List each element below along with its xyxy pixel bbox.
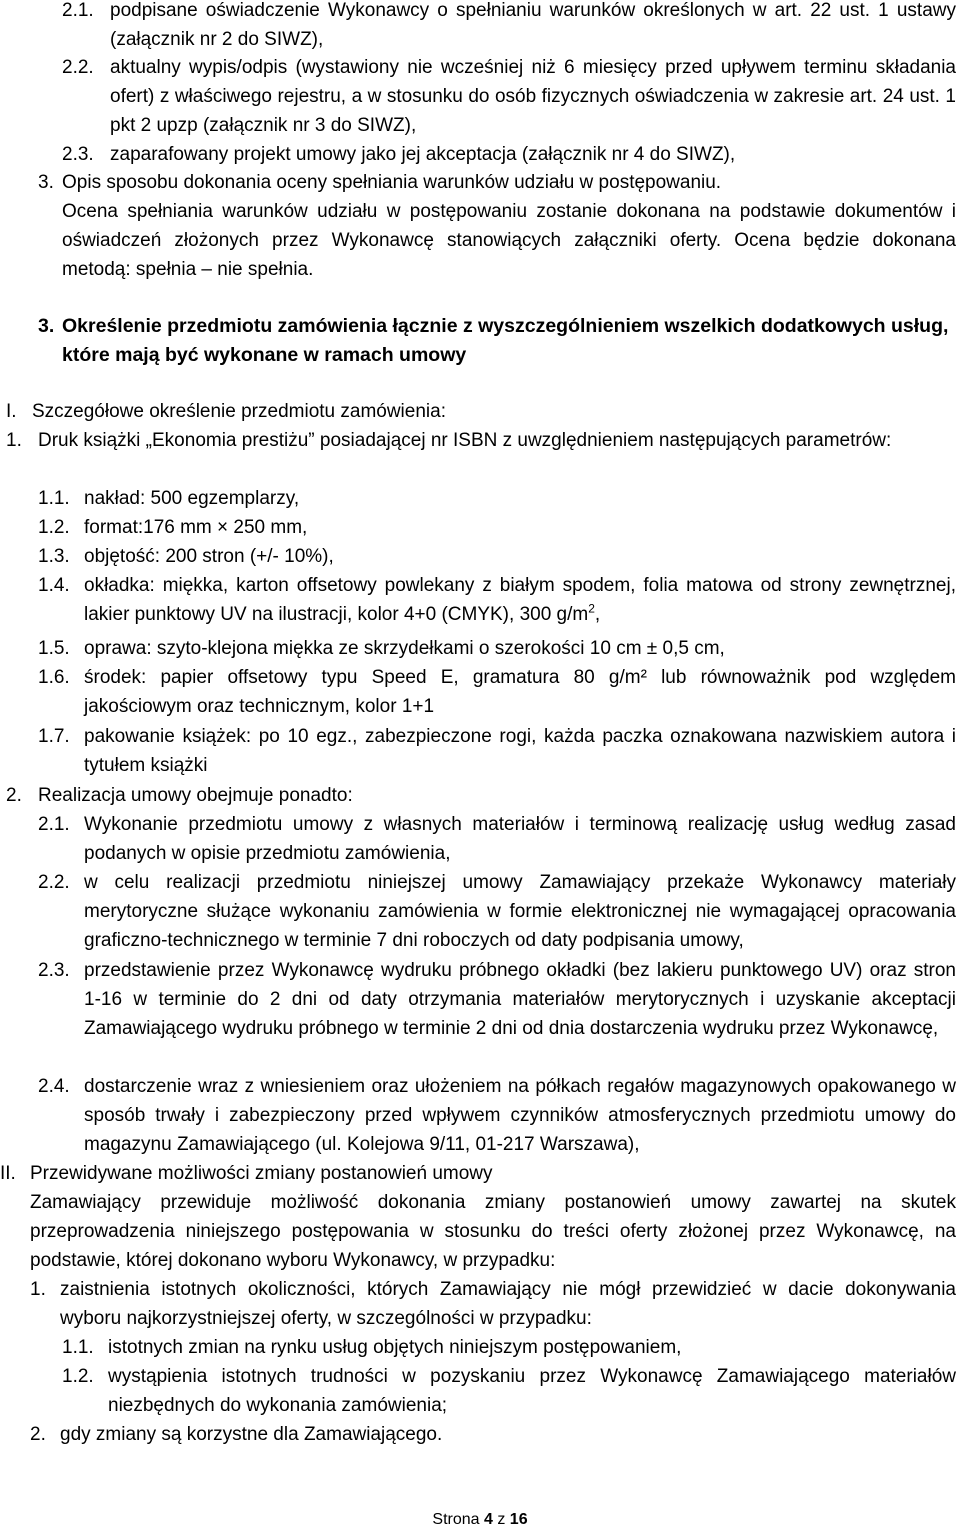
list-number: 2. xyxy=(30,1424,46,1445)
list-item-2-2 xyxy=(62,53,956,140)
list-text: zaistnienia istotnych okoliczności, których Zamawiający nie mógł przewidzieć w dacie dokonywania wyboru najkorzystniejszej oferty, w szczególności w przypadku: xyxy=(60,1279,956,1329)
item-2 xyxy=(6,781,956,810)
item-2-2 xyxy=(38,868,956,955)
list-text: w celu realizacji przedmiotu niniejszej umowy Zamawiający przekaże Wykonawcy materiały merytoryczne służące wykonaniu zamówienia w formie elektronicznej nie wymagającej opracowania graficzno-technicznego w terminie 7 dni roboczych od daty podpisania umowy, xyxy=(84,872,956,951)
list-item-2-3 xyxy=(62,140,956,169)
list-number: 1.3. xyxy=(38,546,70,567)
footer-of: z xyxy=(497,1511,506,1528)
list-number: 2.3. xyxy=(38,960,70,981)
item-1-5 xyxy=(38,634,956,663)
list-text: format:176 mm × 250 mm, xyxy=(84,517,308,538)
list-number: 1. xyxy=(6,430,22,451)
list-number: 1.5. xyxy=(38,638,70,659)
item-1-7 xyxy=(38,722,956,780)
list-number: 2.1. xyxy=(62,0,94,21)
change-item-2 xyxy=(30,1420,956,1449)
list-text: przedstawienie przez Wykonawcę wydruku próbnego okładki (bez lakieru punktowego UV) oraz stron 1-16 w terminie do 2 dni od daty otrzymania materiałów merytorycznych i uzyskanie akceptacji Zamawiającego wydruku próbnego w terminie 2 dni od dnia dostarczenia wydruku przez Wykonawcę, xyxy=(84,960,956,1039)
change-item-1 xyxy=(30,1275,956,1333)
list-item-2-1 xyxy=(62,0,956,54)
list-text: dostarczenie wraz z wniesieniem oraz ułożeniem na półkach regałów magazynowych opakowanego w sposób trwały i zabezpieczony przed wpływem czynników atmosferycznych przedmiotu umowy do magazynu Zamawiającego (ul. Kolejowa 9/11, 01-217 Warszawa), xyxy=(84,1076,956,1155)
list-number: 1. xyxy=(30,1279,46,1300)
heading-number: 3. xyxy=(38,315,55,337)
item-2-4 xyxy=(38,1072,956,1159)
list-text: Wykonanie przedmiotu umowy z własnych materiałów i terminową realizację usług według zasad podanych w opisie przedmiotu zamówienia, xyxy=(84,814,956,864)
superscript: 2 xyxy=(588,601,595,616)
section-title: Szczegółowe określenie przedmiotu zamówienia: xyxy=(32,401,446,422)
section-number: II. xyxy=(0,1163,16,1184)
list-text: nakład: 500 egzemplarzy, xyxy=(84,488,300,509)
list-text: istotnych zmian na rynku usług objętych niniejszym postępowaniem, xyxy=(108,1337,682,1358)
item-1-4 xyxy=(38,571,956,629)
footer-label: Strona xyxy=(432,1511,480,1528)
list-number: 1.2. xyxy=(62,1366,94,1387)
list-text: gdy zmiany są korzystne dla Zamawiającego. xyxy=(60,1424,443,1445)
item-1-6 xyxy=(38,663,956,721)
list-text: podpisane oświadczenie Wykonawcy o spełnianiu warunków określonych w art. 22 ust. 1 ustawy (załącznik nr 2 do SIWZ), xyxy=(110,0,956,50)
footer-page-number: 4 xyxy=(483,1511,493,1528)
list-text: zaparafowany projekt umowy jako jej akceptacja (załącznik nr 4 do SIWZ), xyxy=(110,144,736,165)
list-text: oprawa: szyto-klejona miękka ze skrzydełkami o szerokości 10 cm ± 0,5 cm, xyxy=(84,638,725,659)
list-number: 3. xyxy=(38,172,54,193)
item-1-1 xyxy=(38,484,956,513)
list-number: 1.4. xyxy=(38,575,70,596)
zamawiajacy-paragraph: Zamawiający przewiduje możliwość dokonania zmiany postanowień umowy zawartej na skutek przeprowadzenia niniejszego postępowania w stosunku do treści oferty złożonej przez Wykonawcę, na podstawie, której dokonano wyboru Wykonawcy, w przypadku: xyxy=(30,1192,956,1271)
list-text: objętość: 200 stron (+/- 10%), xyxy=(84,546,334,567)
item-2-1 xyxy=(38,810,956,868)
item-1-2 xyxy=(38,513,956,542)
ocena-paragraph: Ocena spełniania warunków udziału w postępowaniu zostanie dokonana na podstawie dokumentów i oświadczeń złożonych przez Wykonawcę stanowiących załączniki oferty. Ocena będzie dokonana metodą: spełnia – nie spełnia. xyxy=(62,201,956,280)
list-text: Opis sposobu dokonania oceny spełniania warunków udziału w postępowaniu. xyxy=(62,172,722,193)
change-item-1-2 xyxy=(62,1362,956,1420)
list-text-main: okładka: miękka, karton offsetowy powlekany z białym spodem, folia matowa od strony zewnętrznej, lakier punktowy UV na ilustracji, kolor 4+0 (CMYK), 300 g/m xyxy=(84,575,956,625)
heading-text: Określenie przedmiotu zamówienia łącznie z wyszczególnieniem wszelkich dodatkowych usług, które mają być wykonane w ramach umowy xyxy=(62,315,949,366)
list-number: 2.4. xyxy=(38,1076,70,1097)
list-number: 2.2. xyxy=(62,57,94,78)
section-3-opis xyxy=(38,168,956,197)
list-number: 1.2. xyxy=(38,517,70,538)
list-text: aktualny wypis/odpis (wystawiony nie wcześniej niż 6 miesięcy przed upływem terminu składania ofert) z właściwego rejestru, a w stosunku do osób fizycznych oświadczenia w zakresie art. 24 ust. 1 pkt 2 upzp (załącznik nr 3 do SIWZ), xyxy=(110,57,956,136)
section-i xyxy=(6,397,956,426)
list-number: 1.6. xyxy=(38,667,70,688)
list-number: 2. xyxy=(6,785,22,806)
item-1-3 xyxy=(38,542,956,571)
list-number: 2.3. xyxy=(62,144,94,165)
section-ii xyxy=(0,1159,956,1188)
section-number: I. xyxy=(6,401,17,422)
list-number: 2.2. xyxy=(38,872,70,893)
list-text: wystąpienia istotnych trudności w pozyskaniu przez Wykonawcę Zamawiającego materiałów niezbędnych do wykonania zamówienia; xyxy=(108,1366,956,1416)
list-text-end: , xyxy=(594,604,601,625)
list-text: Realizacja umowy obejmuje ponadto: xyxy=(38,785,353,806)
footer-total-pages: 16 xyxy=(509,1511,528,1528)
list-number: 1.1. xyxy=(62,1337,94,1358)
section-title: Przewidywane możliwości zmiany postanowień umowy xyxy=(30,1163,493,1184)
change-item-1-1 xyxy=(62,1333,956,1362)
list-text xyxy=(84,571,956,629)
item-2-3 xyxy=(38,956,956,1043)
page-footer xyxy=(0,1510,960,1530)
list-text: środek: papier offsetowy typu Speed E, gramatura 80 g/m² lub równoważnik pod względem jakościowym oraz technicznym, kolor 1+1 xyxy=(84,667,956,717)
section-heading-3 xyxy=(38,312,956,370)
item-1 xyxy=(6,426,956,455)
list-number: 2.1. xyxy=(38,814,70,835)
list-text: Druk książki „Ekonomia prestiżu” posiadającej nr ISBN z uwzględnieniem następujących parametrów: xyxy=(38,430,892,451)
list-number: 1.7. xyxy=(38,726,70,747)
list-text: pakowanie książek: po 10 egz., zabezpieczone rogi, każda paczka oznakowana nazwiskiem autora i tytułem książki xyxy=(84,726,956,776)
list-number: 1.1. xyxy=(38,488,70,509)
